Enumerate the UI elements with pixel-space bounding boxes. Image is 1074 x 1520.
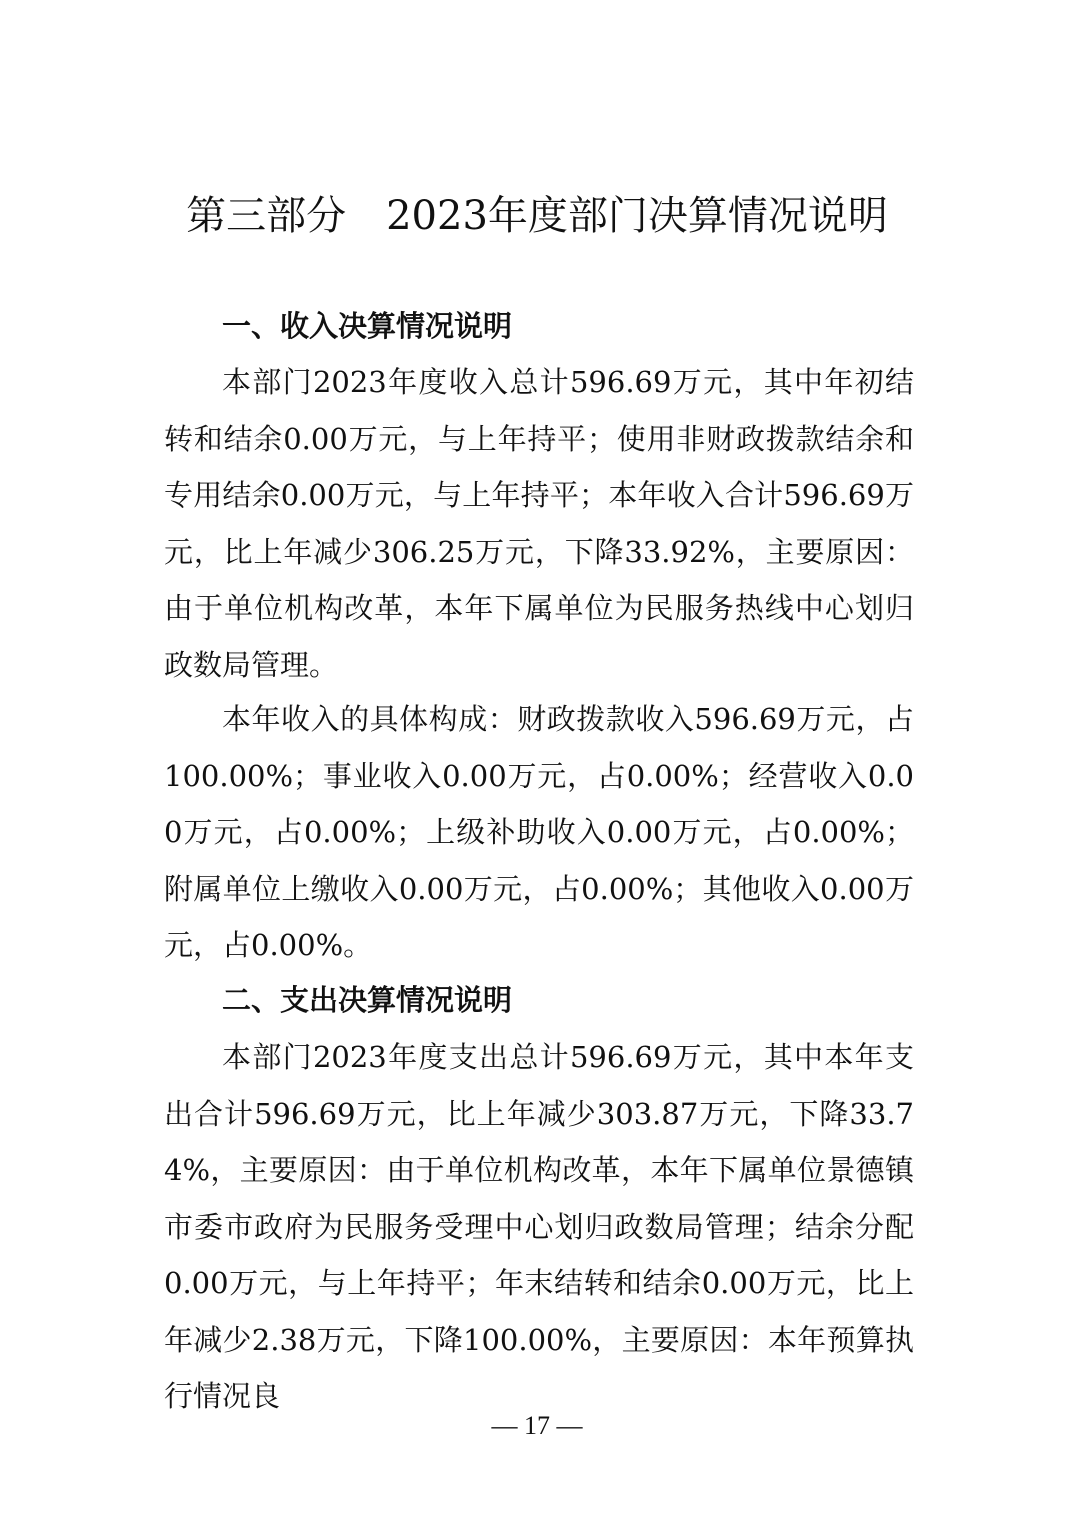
- income-paragraph-2: 本年收入的具体构成：财政拨款收入596.69万元，占100.00%；事业收入0.00万元，占0.00%；经营收入0.00万元，占0.00%；上级补助收入0.00万元，占0.00%；附属单位上缴收入0.00万元，占0.00%；其他收入0.00万元，占0.00%。: [164, 702, 914, 962]
- section-heading-income: 一、收入决算情况说明: [222, 309, 513, 343]
- page-title: 第三部分 2023年度部门决算情况说明: [186, 193, 888, 239]
- income-paragraph-1: 本部门2023年度收入总计596.69万元，其中年初结转和结余0.00万元，与上年持平；使用非财政拨款结余和专用结余0.00万元，与上年持平；本年收入合计596.69万元，比上年减少306.25万元，下降33.92%，主要原因：由于单位机构改革，本年下属单位为民服务热线中心划归政数局管理。: [164, 365, 914, 682]
- expenditure-paragraph-1: 本部门2023年度支出总计596.69万元，其中本年支出合计596.69万元，比上年减少303.87万元，下降33.74%，主要原因：由于单位机构改革，本年下属单位景德镇市委市政府为民服务受理中心划归政数局管理；结余分配0.00万元，与上年持平；年末结转和结余0.00万元，比上年减少2.38万元，下降100.00%，主要原因：本年预算执行情况良: [164, 1040, 914, 1413]
- page-number: — 17 —: [491, 1411, 583, 1440]
- section-heading-expenditure: 二、支出决算情况说明: [222, 983, 513, 1017]
